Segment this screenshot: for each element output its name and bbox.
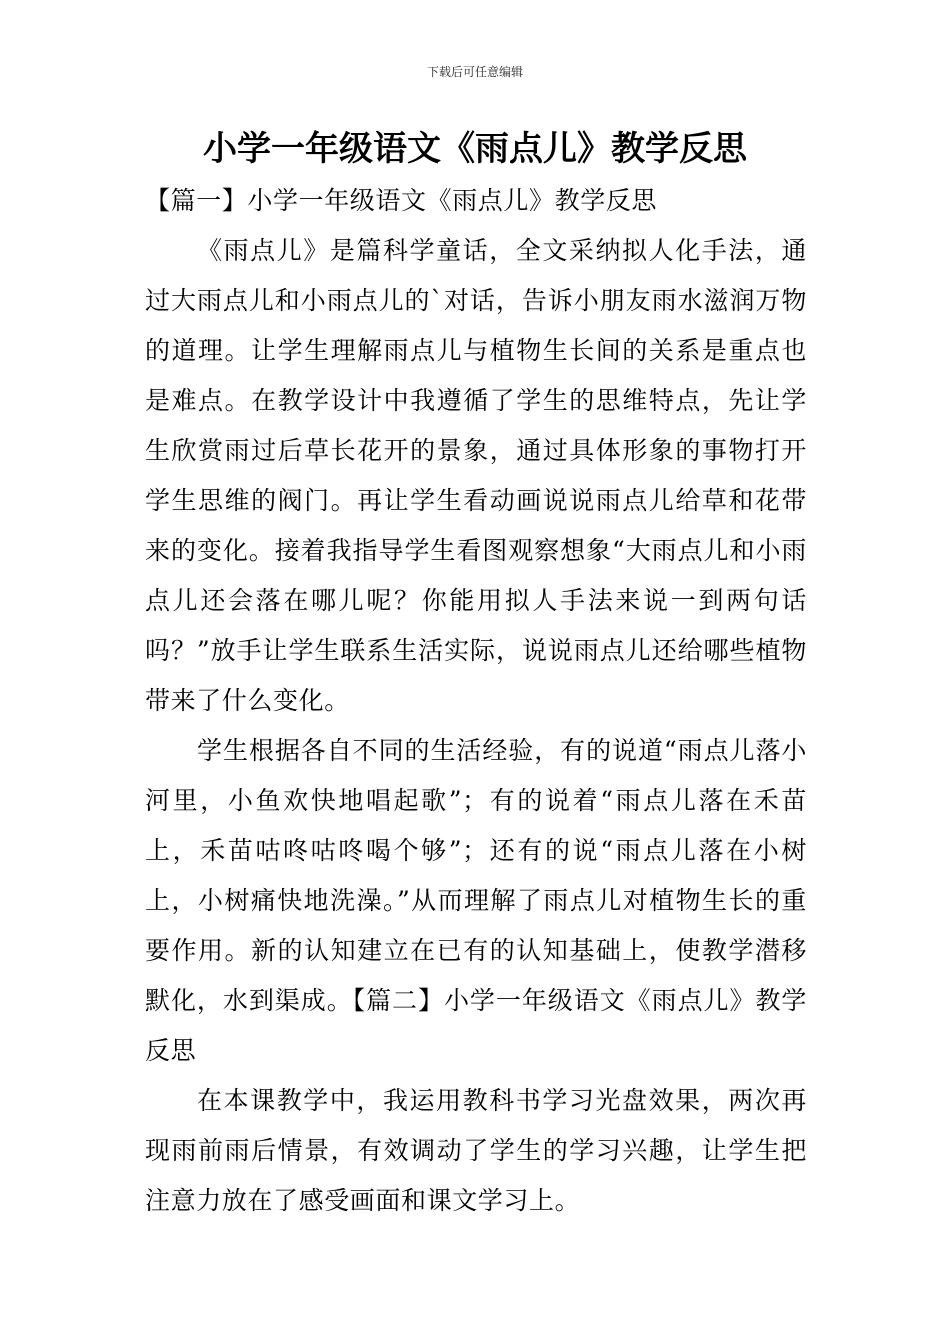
section-one-heading: 【篇一】小学一年级语文《雨点儿》教学反思 bbox=[145, 186, 658, 215]
document-body bbox=[145, 176, 807, 1226]
document-title: 小学一年级语文《雨点儿》教学反思 bbox=[203, 129, 747, 169]
paragraph-3: 在本课教学中，我运用教科书学习光盘效果，两次再现雨前雨后情景，有效调动了学生的学习兴趣，让学生把注意力放在了感受画面和课文学习上。 bbox=[145, 1086, 807, 1215]
paragraph-2: 学生根据各自不同的生活经验，有的说道“雨点儿落小河里，小鱼欢快地唱起歌”；有的说着“雨点儿落在禾苗上，禾苗咕咚咕咚喝个够”；还有的说“雨点儿落在小树上，小树痛快地洗澡。”从而理解了雨点儿对植物生长的重要作用。新的认知建立在已有的认知基础上，使教学潜移默化，水到渠成。【篇二】小学一年级语文《雨点儿》教学反思 bbox=[145, 736, 807, 1065]
paragraph-1: 《雨点儿》是篇科学童话，全文采纳拟人化手法，通过大雨点儿和小雨点儿的`对话，告诉小朋友雨水滋润万物的道理。让学生理解雨点儿与植物生长间的关系是重点也是难点。在教学设计中我遵循了学生的思维特点，先让学生欣赏雨过后草长花开的景象，通过具体形象的事物打开学生思维的阀门。再让学生看动画说说雨点儿给草和花带来的变化。接着我指导学生看图观察想象“大雨点儿和小雨点儿还会落在哪儿呢？你能用拟人手法来说一到两句话吗？”放手让学生联系生活实际，说说雨点儿还给哪些植物带来了什么变化。 bbox=[145, 236, 807, 715]
header-note: 下载后可任意编辑 bbox=[426, 65, 523, 79]
